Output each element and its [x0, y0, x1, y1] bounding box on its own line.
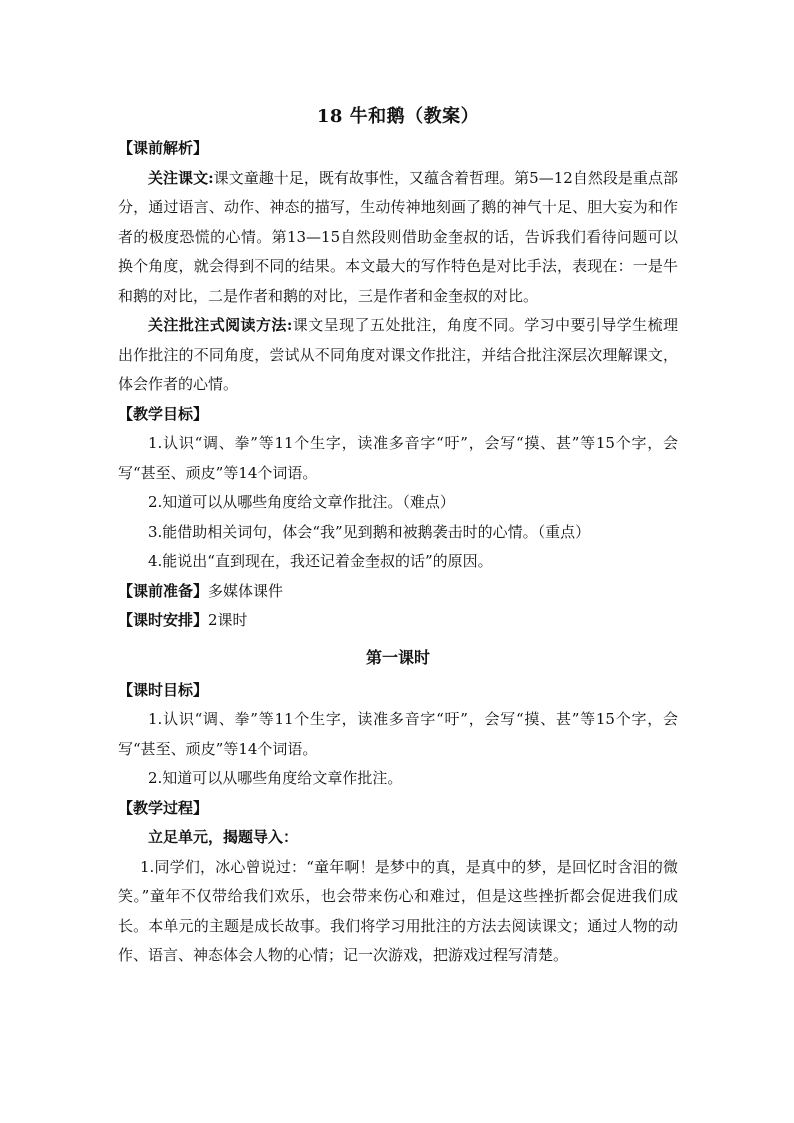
- pre-analysis-p2-label: 关注批注式阅读方法:: [148, 316, 293, 334]
- teaching-goal-item: 3.能借助相关词句，体会“我”见到鹅和被鹅袭击时的心情。（重点）: [148, 522, 591, 541]
- teaching-goal-item: 4.能说出“直到现在，我还记着金奎叔的话”的原因。: [148, 552, 493, 570]
- preparation-text: 多媒体课件: [208, 581, 284, 600]
- teaching-goal-item: 1.认识“调、拳”等11个生字，读准多音字“吁”，会写“摸、甚”等15个字，会写“甚至、顽皮”等14个词语。: [118, 434, 678, 482]
- pre-analysis-paragraph-1: [118, 164, 678, 312]
- pre-analysis-p1-text: 课文童趣十足，既有故事性，又蕴含着哲理。第5—12自然段是重点部分，通过语言、动作、神态的描写，生动传神地刻画了鹅的神气十足、胆大妄为和作者的极度恐慌的心情。第13—15自然段则借助金奎叔的话，告诉我们看待问题可以换个角度，就会得到不同的结果。本文最大的写作特色是对比手法，表现在：一是牛和鹅的对比，二是作者和鹅的对比，三是作者和金奎叔的对比。: [118, 168, 678, 305]
- lesson-goal-item: 2.知道可以从哪些角度给文章作批注。: [148, 769, 403, 787]
- process-heading: 【教学过程】: [118, 798, 209, 817]
- teaching-goals-heading: 【教学目标】: [118, 404, 209, 423]
- lesson-goals-heading: 【课时目标】: [118, 680, 209, 699]
- pre-analysis-heading: 【课前解析】: [118, 139, 209, 157]
- document-title: 18 牛和鹅（教案）: [316, 106, 480, 127]
- schedule-heading: 【课时安排】: [118, 611, 209, 629]
- schedule-text: 2课时: [208, 611, 248, 629]
- lesson-1-title: 第一课时: [365, 647, 430, 667]
- schedule-line: [118, 606, 678, 636]
- pre-analysis-p1-label: 关注课文:: [148, 168, 214, 187]
- pre-analysis-paragraph-2: [118, 311, 678, 400]
- preparation-line: [118, 577, 678, 607]
- step-paragraph: 1.同学们，冰心曾说过：“童年啊！是梦中的真，是真中的梦，是回忆时含泪的微笑。”童年不仅带给我们欢乐，也会带来伤心和难过，但是这些挫折都会促进我们成长。本单元的主题是成长故事。我们将学习用批注的方法去阅读课文；通过人物的动作、语言、神态体会人物的心情；记一次游戏，把游戏过程写清楚。: [118, 857, 678, 964]
- pre-analysis-p2-text: 课文呈现了五处批注，角度不同。学习中要引导学生梳理出作批注的不同角度，尝试从不同角度对课文作批注，并结合批注深层次理解课文，体会作者的心情。: [118, 316, 678, 393]
- lesson-goal-item: 1.认识“调、拳”等11个生字，读准多音字“吁”，会写“摸、甚”等15个字，会写“甚至、顽皮”等14个词语。: [118, 710, 678, 758]
- teaching-goal-item: 2.知道可以从哪些角度给文章作批注。（难点）: [148, 493, 455, 511]
- document-body: [118, 104, 678, 971]
- preparation-heading: 【课前准备】: [118, 581, 209, 600]
- step-heading: 立足单元，揭题导入：: [148, 828, 299, 846]
